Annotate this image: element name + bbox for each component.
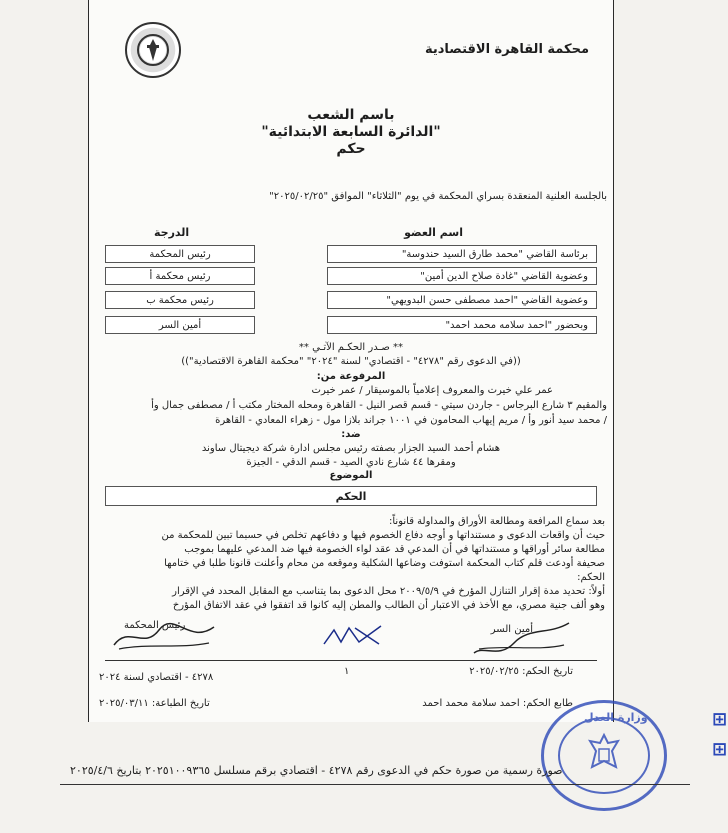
panel-rank-4: أمين السر xyxy=(105,316,255,334)
eagle-icon xyxy=(584,731,624,776)
panel-rank-3: رئيس محكمة ب xyxy=(105,291,255,309)
judgment-paragraph-1: بعد سماع المرافعة ومطالعة الأوراق والمداولة قانوناً: xyxy=(389,516,605,527)
judgment-paragraph-6: أولاً: تحديد مدة إقرار التنازل المؤرخ في ٢٠٠٩/٥/٩ محل الدعوى بما يتناسب مع المقابل المحدد في الإقرار xyxy=(172,586,605,597)
president-signature-icon xyxy=(109,615,219,655)
heading-in-the-name-of-the-people: باسم الشعب xyxy=(307,107,395,123)
case-reference: ٤٢٧٨ - اقتصادي لسنة ٢٠٢٤ xyxy=(99,672,214,683)
judgment-issued: ** صـدر الحكـم الآتـي ** xyxy=(298,342,404,353)
ministry-stamp xyxy=(541,700,667,811)
judgment-date: تاريخ الحكم: ٢٠٢٥/٠٢/٢٥ xyxy=(469,666,573,677)
judgment-page xyxy=(88,0,614,722)
secretary-signature-icon xyxy=(469,615,579,657)
judgment-paragraph-7: وهو ألف جنية مصري، مع الأخذ في الاعتبار أن الطالب والمطن إليه كانوا قد اتفقوا في عقد الاتفاق المؤرخ xyxy=(172,600,605,611)
court-emblem-icon xyxy=(125,22,181,78)
blue-mark-icon: ⊞ ⊞ xyxy=(712,709,728,760)
judgment-paragraph-5: الحكم: xyxy=(577,572,605,583)
printer-name: طابع الحكم: احمد سلامة محمد احمد xyxy=(422,698,573,709)
panel-rank-2: رئيس محكمة أ xyxy=(105,267,255,285)
judgment-title: الحكم xyxy=(105,486,597,506)
panel-member-3: وعضوية القاضي "احمد مصطفى حسن البدويهي" xyxy=(327,291,597,309)
heading-circuit: "الدائرة السابعة الابتدائية" xyxy=(261,124,441,140)
heading-judgment: حكم xyxy=(336,141,366,157)
rank-column-header: الدرجة xyxy=(154,226,190,239)
page-number: ١ xyxy=(344,666,350,677)
panel-member-4: وبحضور "احمد سلامه محمد احمد" xyxy=(327,316,597,334)
plaintiff-line-1: عمر علي خيرت والمعروف إعلامياً بالموسيقار / عمر خيرت xyxy=(311,385,553,396)
against-label: ضد: xyxy=(341,429,361,440)
raised-by: المرفوعة من: xyxy=(316,371,386,382)
judgment-paragraph-2: حيث أن واقعات الدعوى و مستنداتها و أوجه دفاع الخصوم فيها و دفاعهم تخلص في حسبما تبين للمحكمة من xyxy=(161,530,605,541)
secretary-signature-label: أمين السر xyxy=(490,624,533,635)
stamp-ministry-text: وزارة العدل xyxy=(584,711,648,724)
session-line: بالجلسة العلنية المنعقدة بسراي المحكمة في يوم "الثلاثاء" الموافق "٢٠٢٥/٠٢/٢٥" xyxy=(269,191,607,202)
court-name: محكمة القاهرة الاقتصادية xyxy=(424,42,589,57)
judgment-paragraph-4: صحيفة أودعت قلم كتاب المحكمة استوفت وضاعها الشكلية وموقعه من محام وأعلنت قانونا طلبا في ختامها xyxy=(164,558,605,569)
panel-member-1: برئاسة القاضي "محمد طارق السيد حندوسة" xyxy=(327,245,597,263)
case-number: ((في الدعوى رقم "٤٢٧٨" - اقتصادي" لسنة "٢٠٢٤" "محكمة القاهرة الاقتصادية")) xyxy=(181,356,521,367)
defendant-line-1: هشام أحمد السيد الجزار بصفته رئيس مجلس ادارة شركة ديجيتال ساوند xyxy=(201,443,501,454)
official-copy-certificate: صورة رسمية من صورة حكم في الدعوى رقم ٤٢٧٨ - اقتصادي برقم مسلسل ٢٠٢٥١٠٠٩٣٦٥ بتاريخ ٢٠٢٥/٤/٦ xyxy=(70,764,563,777)
judgment-paragraph-3: مطالعة سائر أوراقها و مستنداتها في أن المدعي قد عقد لواء الخصومة فيها ضد المدعي عليهما بموجب xyxy=(184,544,605,555)
member-column-header: اسم العضو xyxy=(404,226,463,239)
middle-signature-icon xyxy=(319,622,389,650)
plaintiff-line-3: / محمد سيد أنور وأ / مريم إيهاب المحامون في ١٠٠١ جراند بلازا مول - زهراء المعادي - القاهرة xyxy=(215,415,607,426)
panel-rank-1: رئيس المحكمة xyxy=(105,245,255,263)
plaintiff-line-2: والمقيم ٣ شارع البرجاس - جاردن سيتي - قسم قصر النيل - القاهرة ومحله المختار مكتب أ / مصطفى جمال وأ xyxy=(151,400,607,411)
print-date: تاريخ الطباعة: ٢٠٢٥/٠٣/١١ xyxy=(99,698,210,709)
defendant-line-2: ومقرها ٤٤ شارع نادي الصيد - قسم الدقي - الجيزة xyxy=(246,457,456,468)
panel-member-2: وعضوية القاضي "غادة صلاح الدين أمين" xyxy=(327,267,597,285)
president-signature-label: رئيس المحكمة xyxy=(124,620,186,631)
subject-label: الموضوع xyxy=(329,470,373,481)
